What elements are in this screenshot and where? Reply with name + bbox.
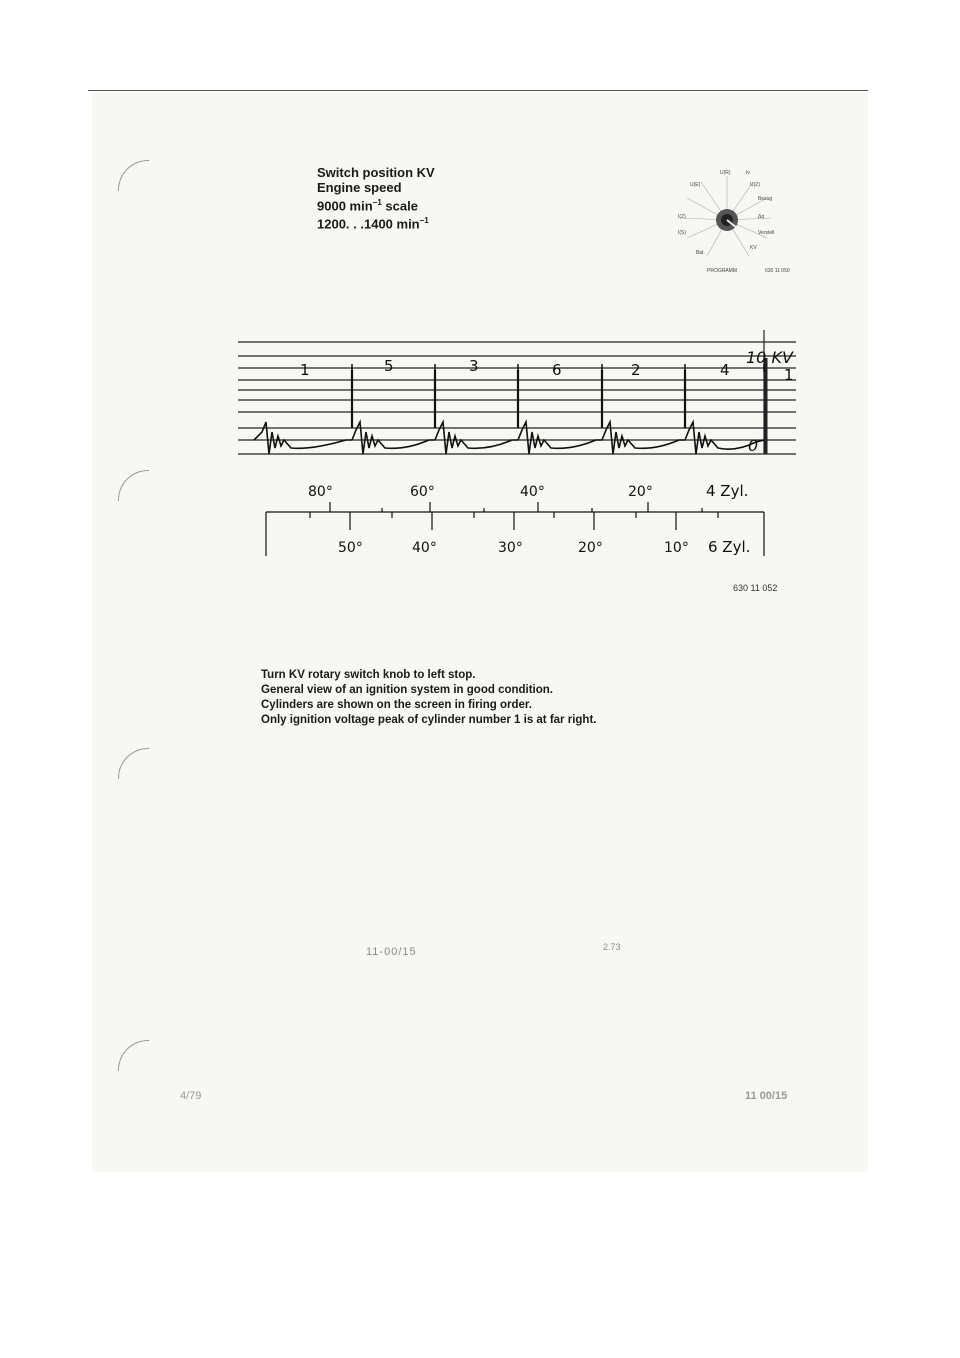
instruction-line-3: Cylinders are shown on the screen in firing order. xyxy=(261,699,532,711)
kv-scale-label: 10 KV xyxy=(746,348,793,367)
dial-label: Δα xyxy=(758,214,765,220)
dial-label: Bat. xyxy=(696,250,705,256)
dial-label: Verstell xyxy=(758,230,775,236)
header-line-2: Engine speed xyxy=(317,180,402,195)
scale-4cyl-40: 40° xyxy=(520,484,545,500)
firing-order-cyl-1-right: 1 xyxy=(784,366,794,384)
header-line-3-sup: −1 xyxy=(372,198,382,207)
dial-label: U(R) xyxy=(720,170,731,176)
figure-code: 630 11 052 xyxy=(733,583,778,593)
dial-label: Bezug xyxy=(758,196,773,202)
scale-4cyl-20: 20° xyxy=(628,484,653,500)
instruction-text xyxy=(261,668,596,728)
dial-label: I(Z) xyxy=(678,214,686,220)
scale-4cyl-80: 80° xyxy=(308,484,333,500)
scale-6cyl-20: 20° xyxy=(578,540,603,556)
firing-order-cyl-6: 6 xyxy=(552,361,562,379)
scale-6cyl-40: 40° xyxy=(412,540,437,556)
dial-label: I(S) xyxy=(678,230,687,236)
firing-order-cyl-1: 1 xyxy=(300,361,310,379)
scale-4cyl-unit: 4 Zyl. xyxy=(706,482,749,500)
instruction-line-1: Turn KV rotary switch knob to left stop. xyxy=(261,669,476,681)
scale-6cyl-unit: 6 Zyl. xyxy=(708,538,751,556)
firing-order-cyl-5: 5 xyxy=(384,357,394,375)
scale-6cyl-50: 50° xyxy=(338,540,363,556)
top-rule xyxy=(88,90,868,91)
scale-6cyl-30: 30° xyxy=(498,540,523,556)
dial-program-label: PROGRAMM xyxy=(707,268,737,274)
dial-label: U(E) xyxy=(690,182,701,188)
header-line-3-suffix: scale xyxy=(381,198,418,214)
header-line-4-sup: −1 xyxy=(419,216,429,226)
header-line-4 xyxy=(317,213,435,231)
header-line-1: Switch position KV xyxy=(317,165,435,180)
footer-page-number: 11 00/15 xyxy=(745,1090,788,1102)
header-line-4-text: 1200. . .1400 min xyxy=(317,216,420,232)
oscilloscope-figure xyxy=(236,330,800,580)
scale-6cyl-10: 10° xyxy=(664,540,689,556)
dial-label: U(Z) xyxy=(750,182,760,188)
footer-page-ref: 11-00/15 xyxy=(366,946,417,958)
instruction-line-4: Only ignition voltage peak of cylinder number 1 is at far right. xyxy=(261,714,597,726)
firing-order-cyl-2: 2 xyxy=(631,361,641,379)
firing-order-cyl-4: 4 xyxy=(720,361,730,379)
dial-label: KV xyxy=(750,245,757,251)
header-line-3 xyxy=(317,195,435,213)
dial-figure-code: 630 11 050 xyxy=(765,268,790,274)
dial-label: Iv xyxy=(746,170,750,176)
firing-order-cyl-3: 3 xyxy=(469,357,479,375)
footer-date: 4/79 xyxy=(180,1090,202,1102)
zero-label: 0 xyxy=(748,436,759,455)
instruction-line-2: General view of an ignition system in good condition. xyxy=(261,684,553,696)
selector-dial xyxy=(665,168,795,278)
footer-mark: 2.73 xyxy=(603,942,621,952)
header-line-3-text: 9000 min xyxy=(317,198,373,214)
switch-position-header xyxy=(317,165,435,232)
scale-4cyl-60: 60° xyxy=(410,484,435,500)
